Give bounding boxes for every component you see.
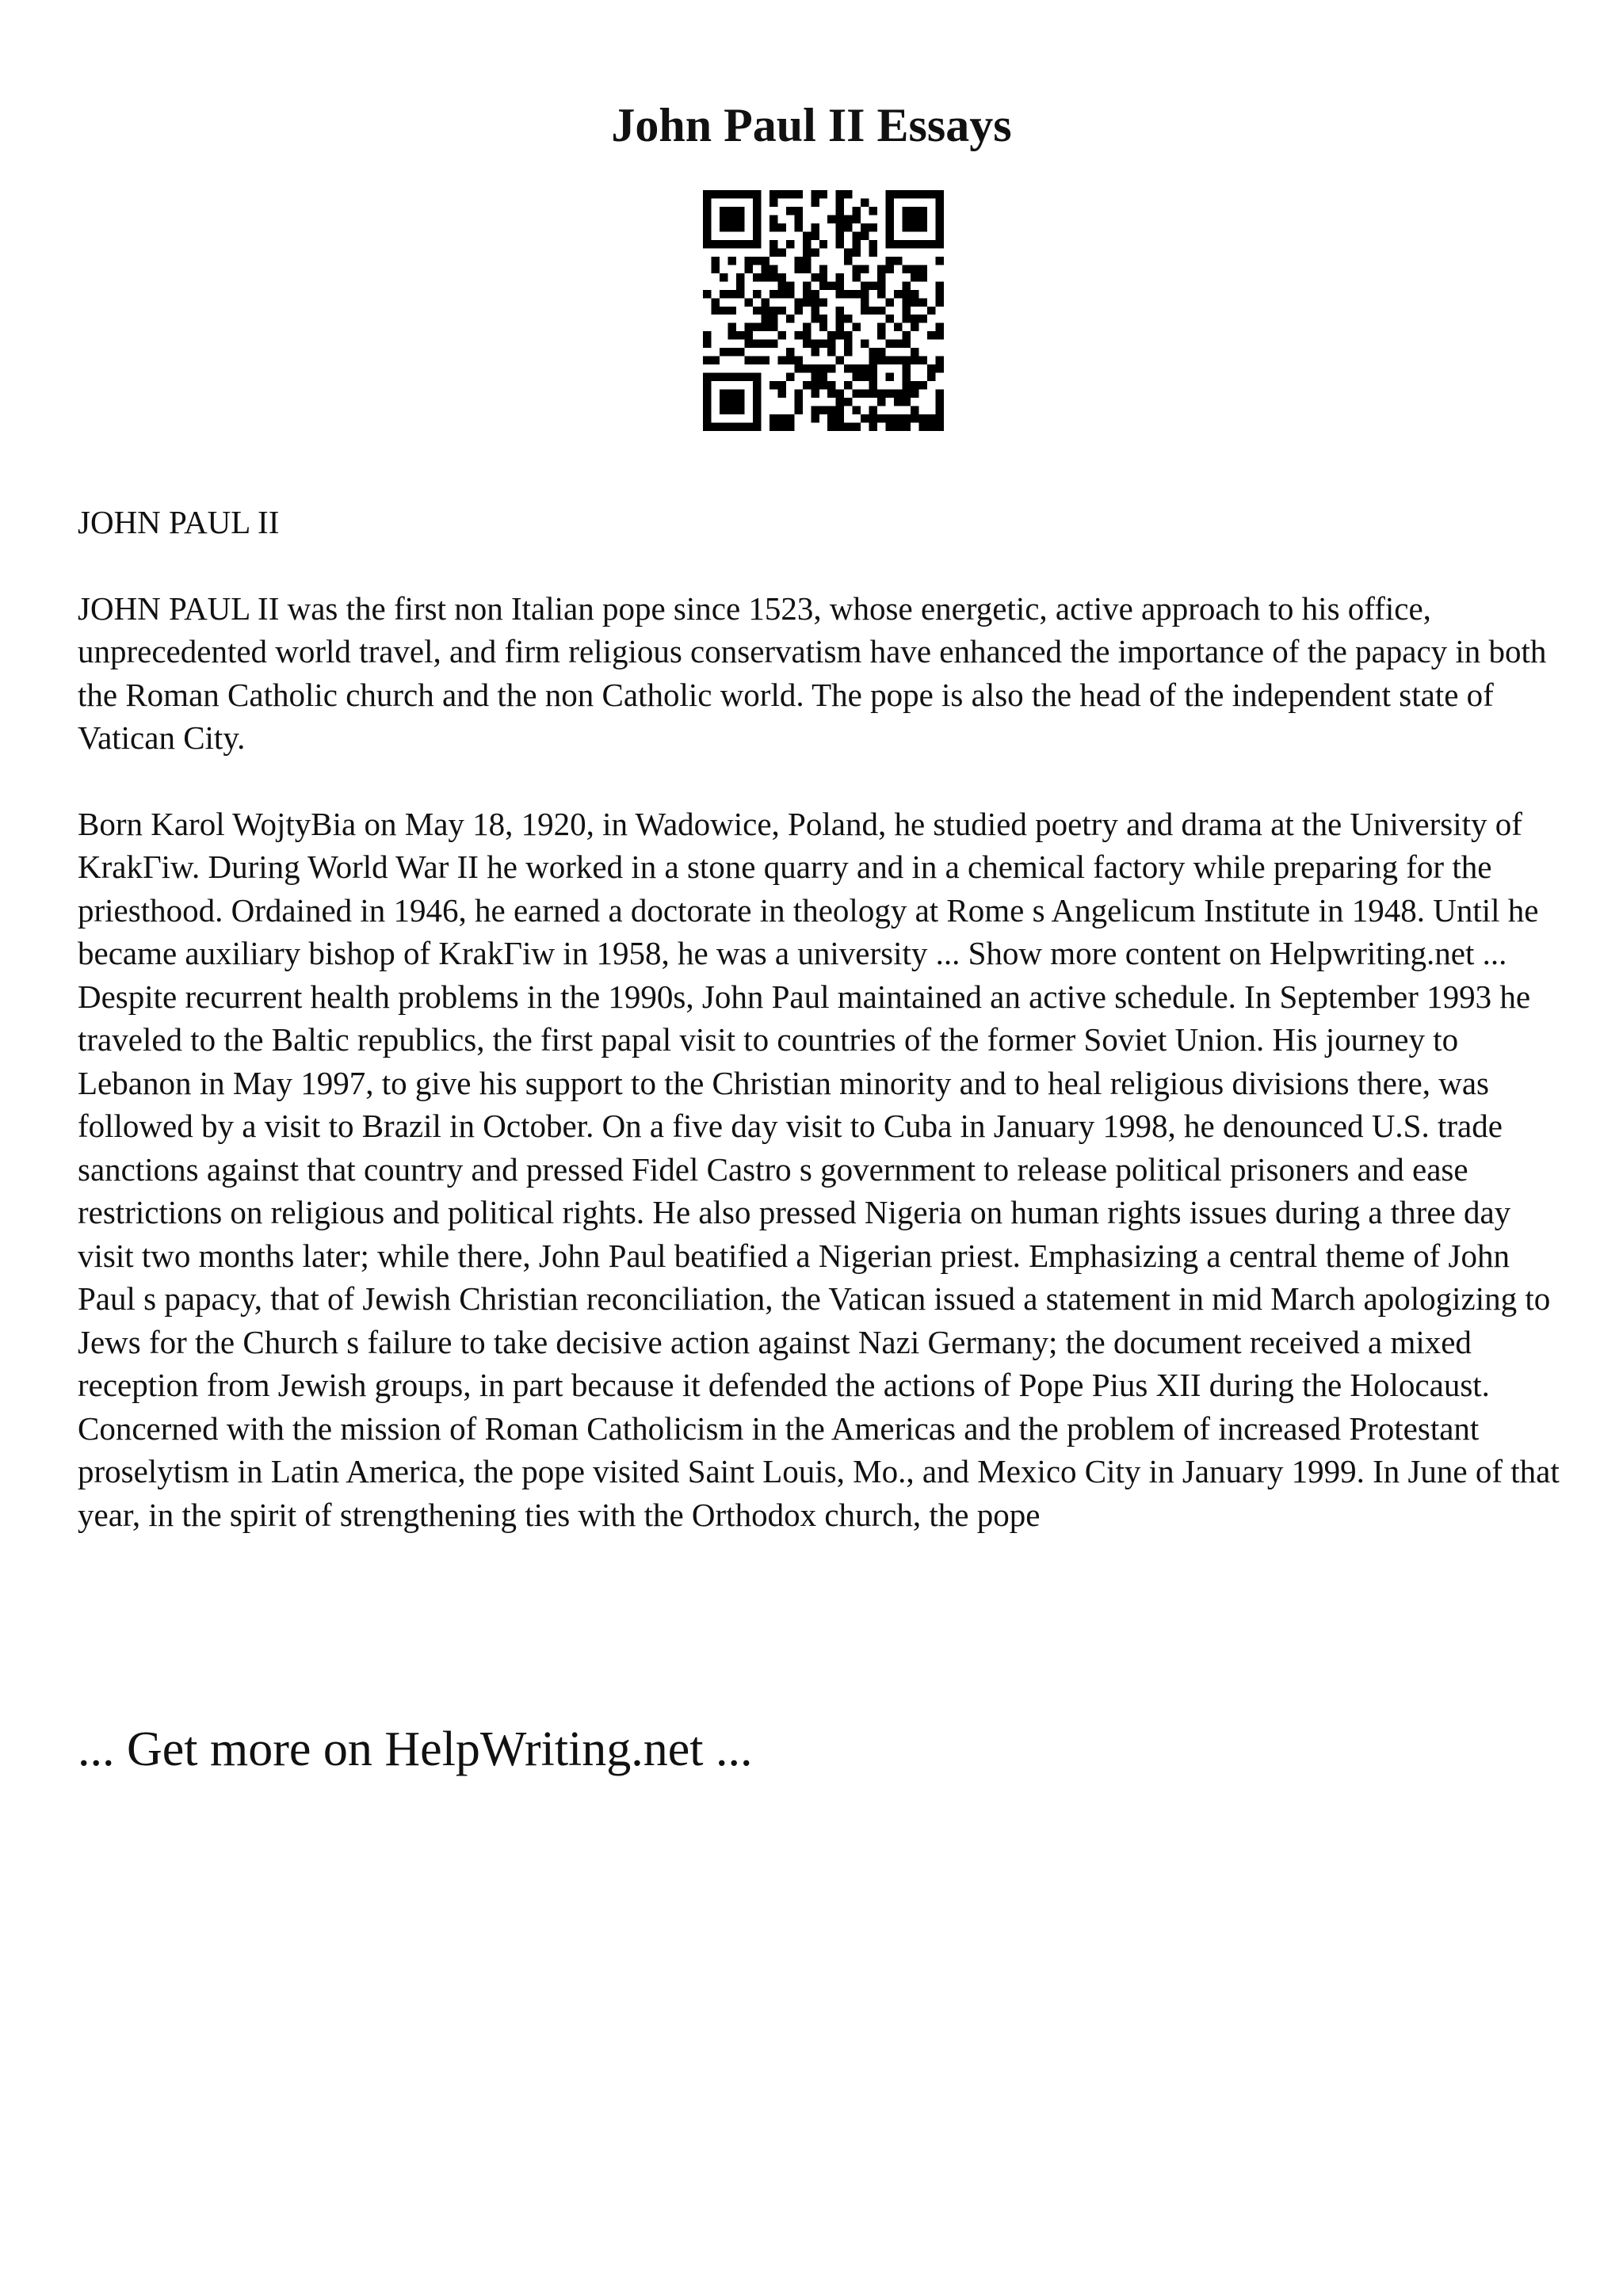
qr-code <box>703 190 944 431</box>
paragraph-1: JOHN PAUL II was the first non Italian pope since 1523, whose energetic, active approach to his office, unprecedented world travel, and firm religious conservatism have enhanced the importance of the papacy in both the Roman Catholic church and the non Catholic world. The pope is also the head of the independent state of Vatican City. <box>78 589 1547 756</box>
essay-body <box>78 501 1568 1536</box>
document-title: John Paul II Essays <box>611 99 1012 151</box>
get-more-link[interactable]: ... Get more on HelpWriting.net ... <box>78 1722 753 1776</box>
paragraph-2: Born Karol WojtyВіa on May 18, 1920, in Wadowice, Poland, he studied poetry and drama at the University of KrakГіw. During World War II he worked in a stone quarry and in a chemical factory while preparing for the priesthood. Ordained in 1946, he earned a doctorate in theology at Rome s Angelicum Institute in 1948. Until he became auxiliary bishop of KrakГіw in 1958, he was a university ... Show more content on Helpwriting.net ... <box>78 805 1539 971</box>
paragraph-3: Despite recurrent health problems in the 1990s, John Paul maintained an active schedule. In September 1993 he traveled to the Baltic republics, the first papal visit to countries of the former Soviet Union. His journey to Lebanon in May 1997, to give his support to the Christian minority and to heal religious divisions there, was followed by a visit to Brazil in October. On a five day visit to Cuba in January 1998, he denounced U.S. trade sanctions against that country and pressed Fidel Castro s government to release political prisoners and ease restrictions on religious and political rights. He also pressed Nigeria on human rights issues during a three day visit two months later; while there, John Paul beatified a Nigerian priest. Emphasizing a central theme of John Paul s papacy, that of Jewish Christian reconciliation, the Vatican issued a statement in mid March apologizing to Jews for the Church s failure to take decisive action against Nazi Germany; the document received a mixed reception from Jewish groups, in part because it defended the actions of Pope Pius XII during the Holocaust. Concerned with the mission of Roman Catholicism in the Americas and the problem of increased Protestant proselytism in Latin America, the pope visited Saint Louis, Mo., and Mexico City in January 1999. In June of that year, in the spirit of strengthening ties with the Orthodox church, the pope <box>78 978 1560 1533</box>
essay-heading: JOHN PAUL II <box>78 504 280 540</box>
